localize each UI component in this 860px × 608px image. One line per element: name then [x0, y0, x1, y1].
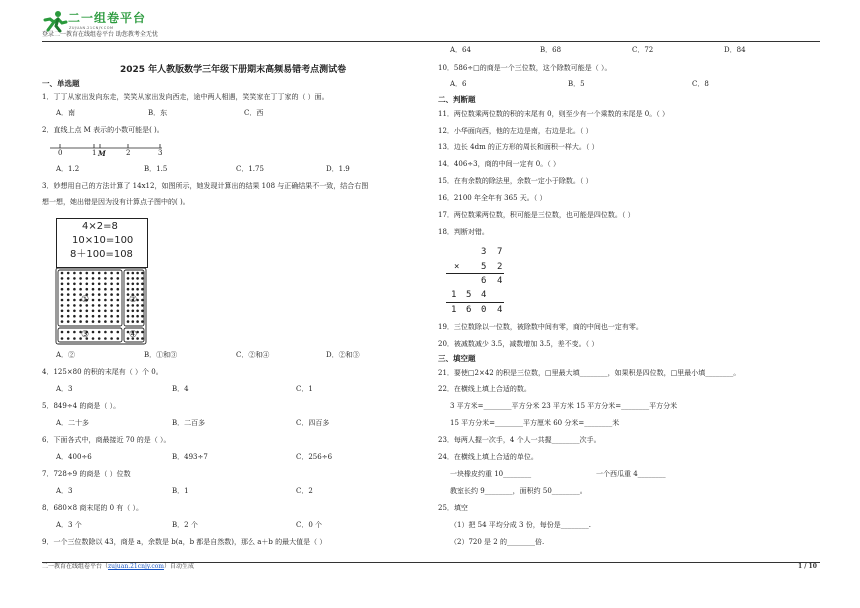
- dot: [110, 272, 113, 275]
- dot: [86, 272, 89, 275]
- q4-option-c: C．1: [296, 385, 313, 393]
- judge-item: 17．两位数乘两位数，积可能是三位数，也可能是四位数。（ ）: [438, 211, 635, 219]
- dot: [141, 277, 144, 280]
- dot: [86, 315, 89, 318]
- q10-option-b: B．5: [568, 80, 585, 88]
- dot: [92, 283, 95, 286]
- dot: [132, 315, 135, 318]
- q21-text: 21．要使□2×42 的积是三位数，□里最大填________，如果积是四位数，□里最小填________。: [438, 369, 741, 377]
- dot: [92, 288, 95, 291]
- q7-option-b: B．1: [172, 487, 189, 495]
- q24-line-a: 一块橡皮约重 10________: [450, 470, 532, 478]
- dot: [98, 277, 101, 280]
- dot: [98, 331, 101, 334]
- q22-line-b: 15 平方分米=________平方厘米 60 分米=________米: [450, 419, 620, 427]
- q3-calc-line1: 4×2=8: [82, 221, 118, 232]
- section-single-choice: 一、单选题: [42, 79, 80, 88]
- q3-option-b: B．①和③: [144, 351, 178, 359]
- dot: [136, 310, 139, 313]
- judge-item: 11．两位数乘两位数的积的末尾有 0，则至少有一个乘数的末尾是 0。（ ）: [438, 110, 669, 118]
- q3-calc-line2: 10×10=100: [72, 235, 134, 246]
- runner-logo-icon: [42, 10, 68, 32]
- dot: [73, 277, 76, 280]
- dot: [127, 320, 130, 323]
- q18-digit: 5: [466, 290, 472, 300]
- q9-option-d: D．84: [724, 46, 746, 54]
- dot: [67, 320, 70, 323]
- q22-text: 22．在横线上填上合适的数。: [438, 385, 531, 393]
- numberline-label-1: 1: [92, 149, 97, 157]
- dot: [67, 331, 70, 334]
- q18-times-sign: ×: [454, 262, 460, 272]
- q23-text: 23．每两人握一次手，4 个人一共握________次手。: [438, 436, 601, 444]
- dot: [141, 315, 144, 318]
- q10-option-a: A．6: [450, 80, 467, 88]
- q4-option-a: A．3: [56, 385, 73, 393]
- dot: [61, 337, 64, 340]
- dot: [98, 288, 101, 291]
- q25-line-a: （1）把 54 平均分成 3 份，每份是________.: [450, 521, 591, 529]
- dot: [67, 283, 70, 286]
- dot: [61, 299, 64, 302]
- q18-rule: [446, 273, 504, 274]
- q24-line-b: 一个西瓜重 4________: [596, 470, 666, 478]
- dot: [61, 315, 64, 318]
- dot: [117, 320, 120, 323]
- dot: [92, 315, 95, 318]
- dot: [98, 299, 101, 302]
- dot: [110, 277, 113, 280]
- q18-digit: 4: [497, 305, 503, 315]
- dot: [73, 293, 76, 296]
- footer-prefix: 二一教育在线组卷平台（: [42, 563, 109, 570]
- q2-text: 2．直线上点 M 表示的小数可能是( )。: [42, 126, 164, 134]
- dot: [86, 277, 89, 280]
- dot: [136, 283, 139, 286]
- dot: [132, 310, 135, 313]
- dot: [98, 293, 101, 296]
- dot: [104, 299, 107, 302]
- q5-text: 5．849÷4 的商是（ ）。: [42, 402, 121, 410]
- dot: [92, 320, 95, 323]
- dot: [104, 272, 107, 275]
- q9-text: 9．一个三位数除以 43，商是 a，余数是 b(a，b 都是自然数)，那么 a＋b 的最大值是（ ）: [42, 538, 327, 546]
- dot: [110, 288, 113, 291]
- dot: [104, 277, 107, 280]
- numberline-label-3: 3: [158, 149, 163, 157]
- dot: [73, 283, 76, 286]
- dot: [67, 277, 70, 280]
- q8-text: 8．680×8 商末尾的 0 有（ ）。: [42, 504, 143, 512]
- q5-option-a: A．二十多: [56, 419, 90, 427]
- dot: [136, 315, 139, 318]
- q3-text-line1: 3．妙想用自己的方法计算了 14x12，如图所示，她发现计算出的结果 108 与正确结果不一致，结合右图: [42, 182, 369, 190]
- dot: [79, 277, 82, 280]
- q18-digit: 1: [451, 305, 457, 315]
- dot: [79, 272, 82, 275]
- dot: [92, 293, 95, 296]
- numberline-label-2: 2: [126, 149, 131, 157]
- q18-digit: 6: [481, 276, 487, 286]
- dot: [141, 283, 144, 286]
- dot: [73, 310, 76, 313]
- dot: [110, 310, 113, 313]
- judge-item: 18．判断对错。: [438, 228, 489, 236]
- dot: [73, 288, 76, 291]
- q3-text-line2: 想一想，她出错是因为没有计算点子图中的( )。: [42, 198, 190, 206]
- q2-option-b: B．1.5: [144, 165, 168, 173]
- q1-option-b: B．东: [148, 109, 168, 117]
- dot: [141, 310, 144, 313]
- dot: [61, 288, 64, 291]
- dot: [110, 331, 113, 334]
- dot: [132, 288, 135, 291]
- dot: [104, 310, 107, 313]
- footer-text: [42, 564, 194, 570]
- dot: [104, 288, 107, 291]
- dot: [127, 288, 130, 291]
- dot: [110, 337, 113, 340]
- dot: [110, 320, 113, 323]
- dot: [117, 293, 120, 296]
- dot: [117, 310, 120, 313]
- q18-digit: 3: [481, 247, 487, 257]
- dot: [110, 283, 113, 286]
- dot: [86, 283, 89, 286]
- dot: [127, 315, 130, 318]
- dot: [61, 331, 64, 334]
- dot: [110, 304, 113, 307]
- q7-option-c: C．2: [296, 487, 313, 495]
- dot: [104, 315, 107, 318]
- dot: [117, 288, 120, 291]
- judge-item: 12．小华面向西，他的左边是南，右边是北。（ ）: [438, 127, 593, 135]
- dot: [132, 272, 135, 275]
- dot: [98, 315, 101, 318]
- dot: [61, 310, 64, 313]
- dot: [136, 288, 139, 291]
- header-slogan: 登录二一教育在线组卷平台 助您教考全无忧: [42, 31, 158, 38]
- q18-digit: 2: [497, 262, 503, 272]
- dot: [79, 320, 82, 323]
- q6-option-a: A．400÷6: [56, 453, 92, 461]
- q8-option-b: B．2 个: [172, 521, 198, 529]
- q25-line-b: （2）720 是 2 的________倍.: [450, 538, 545, 546]
- section-fill: 三、填空题: [438, 354, 476, 363]
- dot: [73, 337, 76, 340]
- dot: [141, 331, 144, 334]
- q3-region-4: ④: [129, 330, 138, 340]
- dot: [104, 331, 107, 334]
- section-judge: 二、判断题: [438, 95, 476, 104]
- dot: [73, 315, 76, 318]
- dot: [127, 283, 130, 286]
- q18-digit: 0: [481, 305, 487, 315]
- dot: [136, 277, 139, 280]
- dot: [92, 272, 95, 275]
- dot: [67, 293, 70, 296]
- dot: [127, 277, 130, 280]
- judge-item: 16．2100 年全年有 365 天。（ ）: [438, 194, 547, 202]
- dot: [79, 283, 82, 286]
- dot: [136, 272, 139, 275]
- dot: [73, 320, 76, 323]
- dot: [110, 293, 113, 296]
- dot: [92, 304, 95, 307]
- q1-text: 1．丁丁从家出发向东走，笑笑从家出发向西走，途中两人相遇，笑笑家在丁丁家的（ ）面。: [42, 93, 329, 101]
- dot: [110, 299, 113, 302]
- q7-option-a: A．3: [56, 487, 73, 495]
- q18-digit: 5: [481, 262, 487, 272]
- judge-item: 15．在有余数的除法里，余数一定小于除数。（ ）: [438, 177, 593, 185]
- q3-region-2: ②: [129, 295, 138, 305]
- dot: [67, 315, 70, 318]
- dot: [110, 315, 113, 318]
- dot: [127, 272, 130, 275]
- q3-region-1: ①: [81, 295, 90, 305]
- dot: [86, 288, 89, 291]
- dot: [73, 331, 76, 334]
- dot: [98, 283, 101, 286]
- dot: [98, 310, 101, 313]
- q4-text: 4．125×80 的积的末尾有（ ）个 0。: [42, 368, 163, 376]
- q10-option-c: C．8: [692, 80, 709, 88]
- dot: [132, 320, 135, 323]
- footer-suffix: ）自动生成: [164, 563, 195, 570]
- judge-item: 13．边长 4dm 的正方形的周长和面积一样大。（ ）: [438, 143, 599, 151]
- q5-option-c: C．四百多: [296, 419, 330, 427]
- dot: [92, 337, 95, 340]
- q10-text: 10．586÷□的商是一个三位数，这个除数可能是（ ）。: [438, 64, 612, 72]
- dot: [117, 304, 120, 307]
- dot: [141, 272, 144, 275]
- dot: [104, 283, 107, 286]
- numberline-label-m: M: [98, 149, 106, 158]
- q24-text: 24．在横线上填上合适的单位。: [438, 453, 538, 461]
- dot: [61, 320, 64, 323]
- q6-text: 6．下面各式中，商最接近 70 的是（ ）。: [42, 436, 171, 444]
- dot: [117, 331, 120, 334]
- q2-option-d: D．1.9: [326, 165, 350, 173]
- dot: [141, 288, 144, 291]
- q18-digit: 4: [481, 290, 487, 300]
- dot: [98, 320, 101, 323]
- header-divider: [42, 41, 820, 42]
- q3-option-d: D．②和③: [326, 351, 360, 359]
- q22-line-a: 3 平方米=________平方分米 23 平方米 15 平方分米=________平方分米: [450, 402, 678, 410]
- q3-region-3: ③: [81, 330, 90, 340]
- dot: [67, 304, 70, 307]
- dot: [141, 293, 144, 296]
- q3-option-a: A．②: [56, 351, 76, 359]
- dot: [61, 272, 64, 275]
- dot: [117, 277, 120, 280]
- dot: [141, 337, 144, 340]
- q9-option-b: B．68: [540, 46, 562, 54]
- judge-item: 20．被减数减少 3.5，减数增加 3.5，差不变。（ ）: [438, 340, 599, 348]
- dot: [86, 310, 89, 313]
- q6-option-b: B．493÷7: [172, 453, 208, 461]
- dot: [104, 304, 107, 307]
- dot: [67, 288, 70, 291]
- dot: [67, 272, 70, 275]
- page-title: 2025 年人教版数学三年级下册期末高频易错考点测试卷: [120, 65, 347, 75]
- dot: [117, 315, 120, 318]
- dot: [61, 277, 64, 280]
- dot: [141, 320, 144, 323]
- judge-item: 14．406÷3，商的中间一定有 0。（ ）: [438, 160, 560, 168]
- dot: [73, 272, 76, 275]
- dot: [98, 272, 101, 275]
- dot: [73, 299, 76, 302]
- dot: [67, 337, 70, 340]
- q6-option-c: C．256÷6: [296, 453, 333, 461]
- dot: [117, 272, 120, 275]
- dot: [132, 277, 135, 280]
- q1-option-c: C．西: [244, 109, 264, 117]
- q25-text: 25．填空: [438, 504, 468, 512]
- q8-option-c: C．0 个: [296, 521, 323, 529]
- judge-item: 19．三位数除以一位数，被除数中间有零，商的中间也一定有零。: [438, 323, 643, 331]
- q2-option-a: A．1.2: [56, 165, 80, 173]
- dot: [136, 320, 139, 323]
- dot: [92, 299, 95, 302]
- dot-region-3-frame: [58, 328, 122, 342]
- q18-digit: 4: [497, 276, 503, 286]
- dot: [79, 315, 82, 318]
- numberline-label-0: 0: [58, 149, 63, 157]
- dot: [92, 277, 95, 280]
- q2-option-c: C．1.75: [236, 165, 264, 173]
- q18-digit: 6: [466, 305, 472, 315]
- dot: [67, 310, 70, 313]
- q1-option-a: A．南: [56, 109, 76, 117]
- dot: [117, 283, 120, 286]
- dot: [127, 310, 130, 313]
- q5-option-b: B．二百多: [172, 419, 206, 427]
- logo-subtext: ZUJUAN.21CNJY.COM: [69, 26, 114, 30]
- dot: [117, 337, 120, 340]
- dot: [61, 283, 64, 286]
- dot: [104, 337, 107, 340]
- dot: [67, 299, 70, 302]
- dot: [98, 337, 101, 340]
- q24-line-c: 教室长约 9________，面积约 50________。: [450, 487, 587, 495]
- dot: [79, 288, 82, 291]
- dot: [132, 283, 135, 286]
- dot: [86, 320, 89, 323]
- q3-option-c: C．②和④: [236, 351, 270, 359]
- q18-rule: [446, 302, 504, 303]
- dot: [141, 299, 144, 302]
- q8-option-a: A．3 个: [56, 521, 82, 529]
- q18-digit: 7: [497, 247, 503, 257]
- dot: [61, 304, 64, 307]
- page-number: 1 / 10: [798, 563, 817, 570]
- dot: [141, 304, 144, 307]
- dot: [79, 310, 82, 313]
- number-line: [50, 142, 170, 158]
- q7-text: 7．728÷9 的商是（ ）位数: [42, 470, 131, 478]
- q9-option-c: C．72: [632, 46, 654, 54]
- dot: [117, 299, 120, 302]
- q3-calc-line3: 8＋100=108: [70, 249, 133, 260]
- q18-digit: 1: [451, 290, 457, 300]
- logo-text: 二一组卷平台: [68, 11, 147, 25]
- q4-option-b: B．4: [172, 385, 189, 393]
- dot: [104, 320, 107, 323]
- q9-option-a: A．64: [450, 46, 471, 54]
- dot: [61, 293, 64, 296]
- footer-link[interactable]: zujuan.21cnjy.com: [108, 563, 164, 570]
- dot: [104, 293, 107, 296]
- dot: [92, 310, 95, 313]
- dot: [73, 304, 76, 307]
- dot: [92, 331, 95, 334]
- dot: [98, 304, 101, 307]
